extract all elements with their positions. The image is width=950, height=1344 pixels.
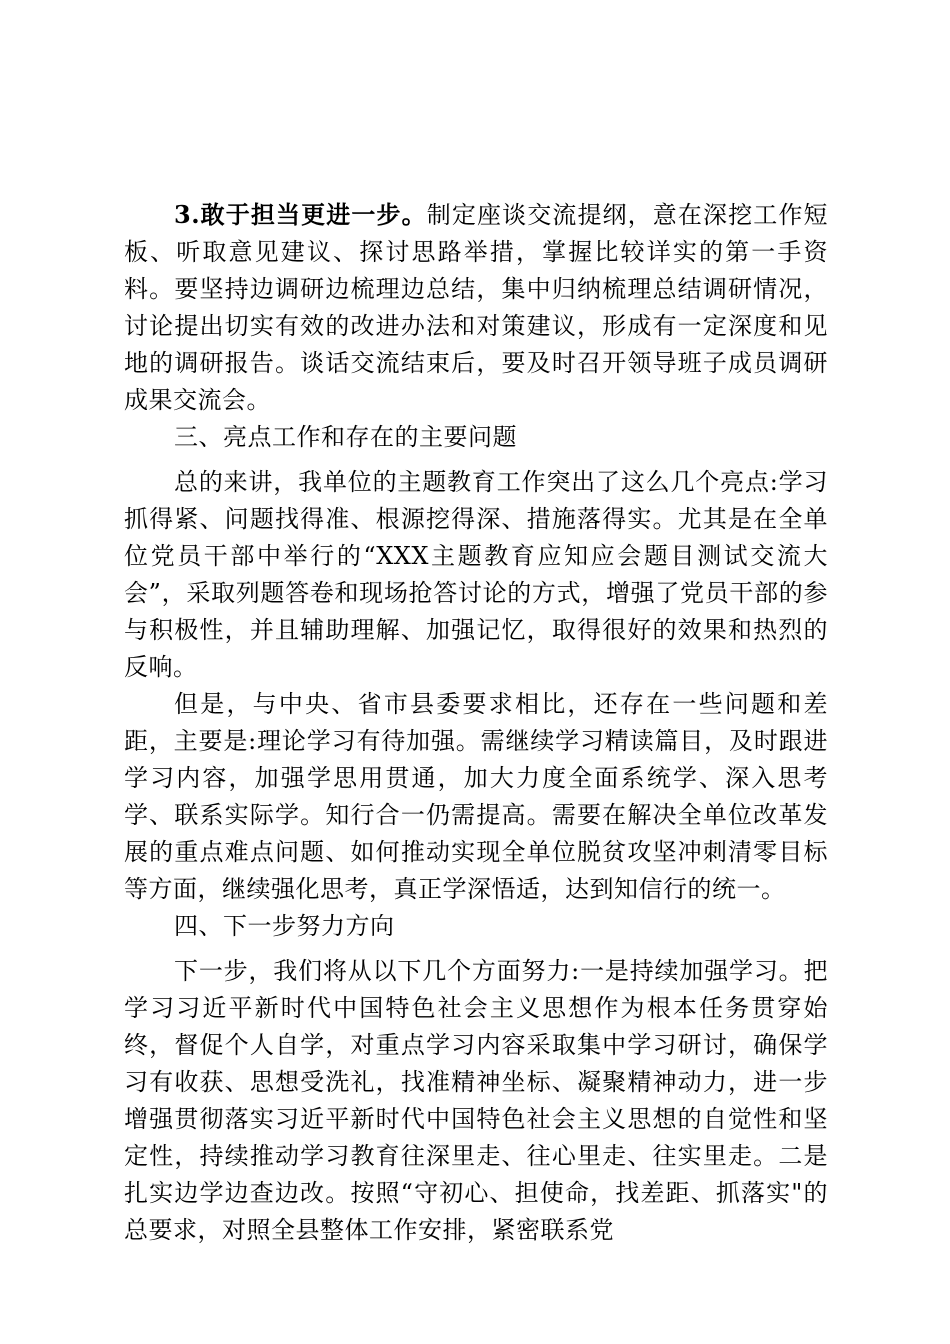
section-four-heading: 四、下一步努力方向 — [174, 912, 395, 940]
section-three-paragraph-2: 但是，与中央、省市县委要求相比，还存在一些问题和差距，主要是:理论学习有待加强。需继续学习精读篇目，及时跟进学习内容，加强学思用贯通，加大力度全面系统学、深入思考学、联系实际学。知行合一仍需提高。需要在解决全单位改革发展的重点难点问题、如何推动实现全单位脱贫攻坚冲刺清零目标等方面，继续强化思考，真正学深悟适，达到知信行的统一。 — [124, 690, 828, 903]
section-four-paragraph-1: 下一步，我们将从以下几个方面努力:一是持续加强学习。把学习习近平新时代中国特色社会主义思想作为根本任务贯穿始终，督促个人自学，对重点学习内容采取集中学习研讨，确保学习有收获、思想受洗礼，找准精神坐标、凝聚精神动力，进一步增强贯彻落实习近平新时代中国特色社会主义思想的自觉性和坚定性，持续推动学习教育往深里走、往心里走、往实里走。二是扎实边学边查边改。按照“守初心、担使命，找差距、抓落实"的总要求，对照全县整体工作安排，紧密联系党 — [124, 957, 828, 1244]
section-three-heading: 三、亮点工作和存在的主要问题 — [174, 423, 517, 451]
section3-item-lead: 3.敢于担当更进一步。 — [174, 200, 427, 229]
section-three-paragraph-1: 总的来讲，我单位的主题教育工作突出了这么几个亮点:学习抓得紧、问题找得准、根源挖得深、措施落得实。尤其是在全单位党员干部中举行的“XXX主题教育应知应会题目测试交流大会”，采取列题答卷和现场抢答讨论的方式，增强了党员干部的参与积极性，并且辅助理解、加强记忆，取得很好的效果和热烈的反响。 — [124, 468, 828, 681]
section3-item-text: 制定座谈交流提纲，意在深挖工作短板、听取意见建议、探讨思路举措，掌握比较详实的第一手资料。要坚持边调研边梳理边总结，集中归纳梳理总结调研情况，讨论提出切实有效的改进办法和对策建议，形成有一定深度和见地的调研报告。谈话交流结束后，要及时召开领导班子成员调研成果交流会。 — [124, 201, 828, 414]
section3-item-paragraph — [124, 196, 828, 419]
document-body — [124, 196, 828, 1249]
